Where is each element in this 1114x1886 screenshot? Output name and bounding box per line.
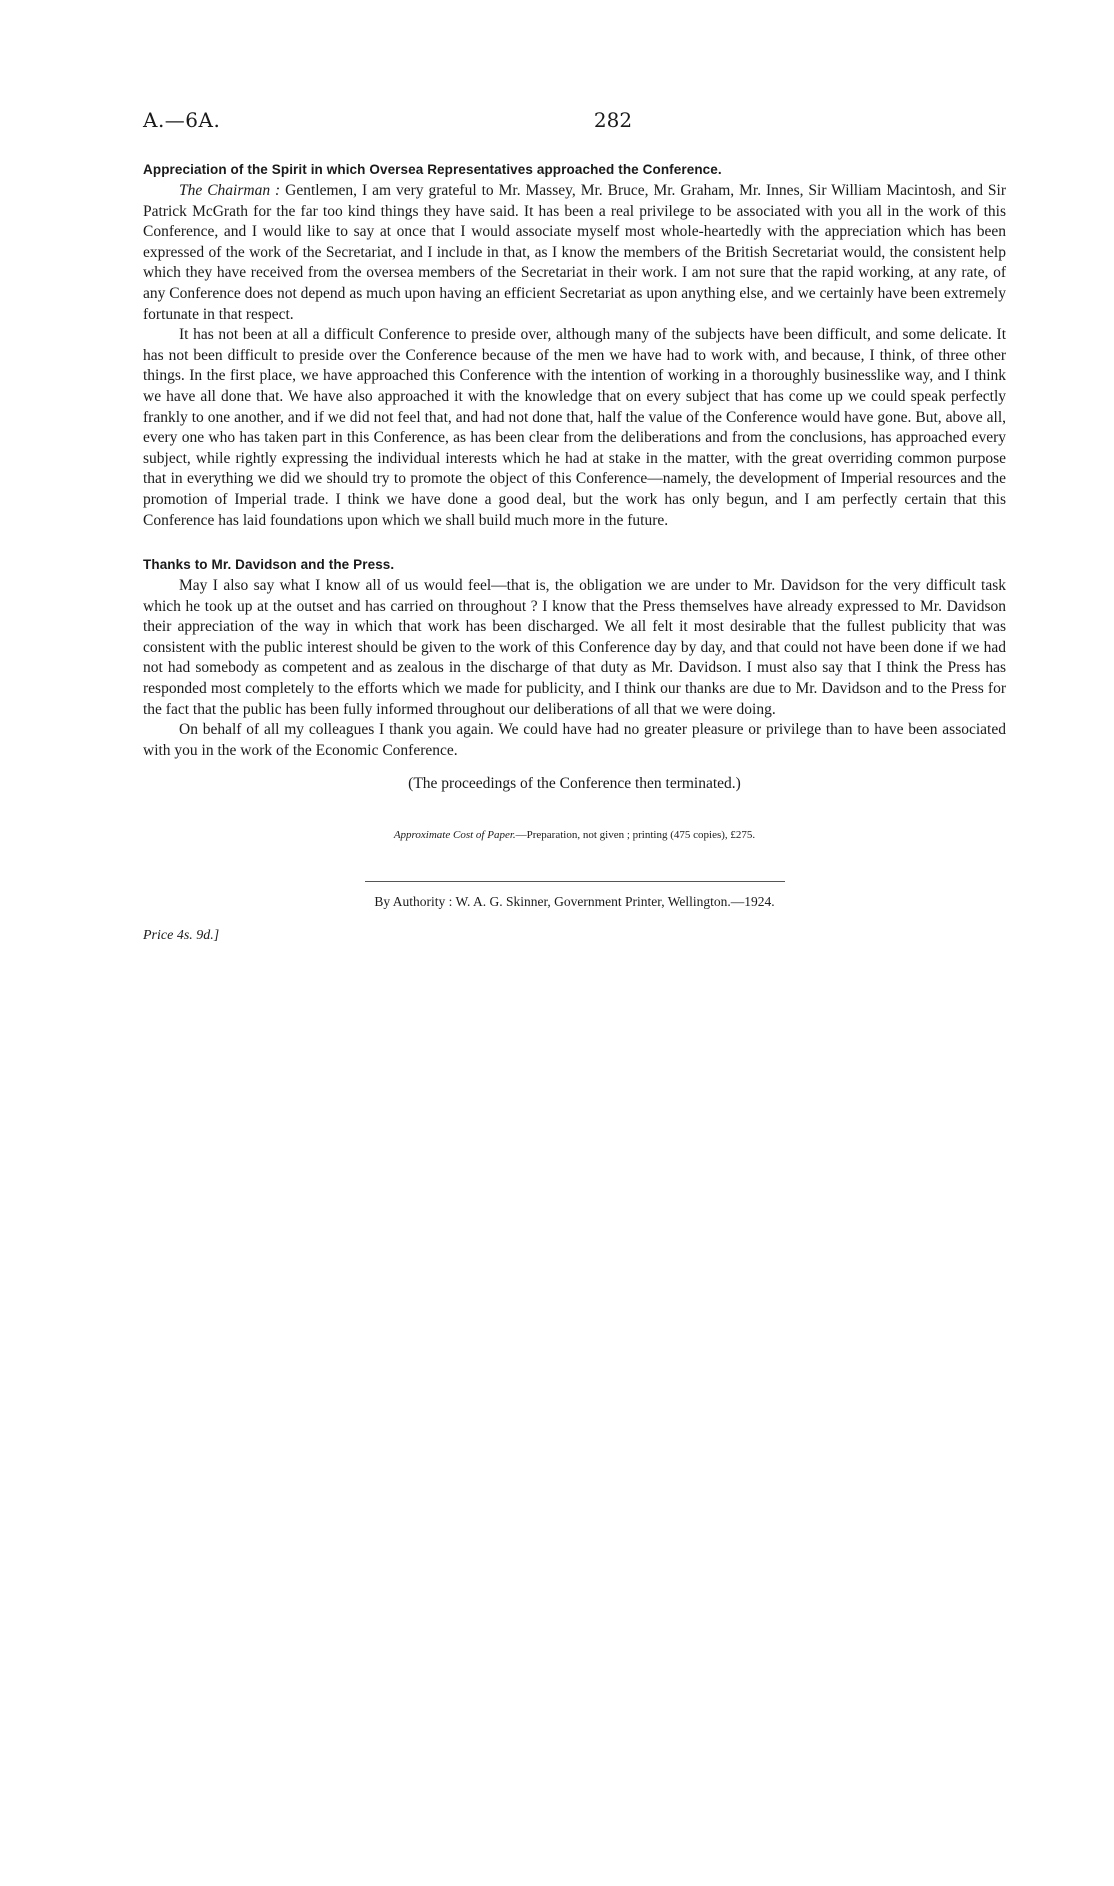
speaker-label: The Chairman : xyxy=(179,182,281,199)
paragraph-text: On behalf of all my colleagues I thank you again. We could have had no greater pleasure or privilege than to have been associated with you in the work of the Economic Conference. xyxy=(143,721,1006,759)
paragraph xyxy=(143,181,1006,325)
cost-note xyxy=(143,829,1006,841)
paragraph xyxy=(143,720,1006,761)
printer-authority: By Authority : W. A. G. Skinner, Government Printer, Wellington.—1924. xyxy=(374,894,775,910)
closing-note: (The proceedings of the Conference then terminated.) xyxy=(408,775,741,793)
section-heading-thanks: Thanks to Mr. Davidson and the Press. xyxy=(143,557,395,573)
paragraph-text: May I also say what I know all of us would feel—that is, the obligation we are under to Mr. Davidson for the very difficult task which he took up at the outset and has carried on throughout ? I know that the Press themselves have already expressed to Mr. Davidson their appreciation of the way in which that work has been discharged. We all felt it most desirable that the fullest publicity that was consistent with the public interest should be given to the work of this Conference day by day, and that could not have been done if we had not had somebody as competent and as zealous in the discharge of that duty as Mr. Davidson. I must also say that I think the Press has responded most completely to the efforts which we made for publicity, and I think our thanks are due to Mr. Davidson and to the Press for the fact that the public has been fully informed throughout our deliberations of all that we were doing. xyxy=(143,577,1006,718)
divider xyxy=(365,881,785,882)
paragraph xyxy=(143,325,1006,531)
cost-label: Approximate Cost of Paper. xyxy=(393,829,516,842)
section-heading-appreciation: Appreciation of the Spirit in which Oversea Representatives approached the Conference. xyxy=(143,162,722,177)
cost-text: —Preparation, not given ; printing (475 copies), £275. xyxy=(515,829,756,842)
paragraph-text: Gentlemen, I am very grateful to Mr. Massey, Mr. Bruce, Mr. Graham, Mr. Innes, Sir William Macintosh, and Sir Patrick McGrath for the far too kind things they have said. It has been a real privilege to be associated with you all in the work of this Conference, and I would like to say at once that I would associate myself most whole-heartedly with the appreciation which has been expressed of the work of the Secretariat, and I include in that, as I know the members of the British Secretariat would, the consistent help which they have received from the oversea members of the Secretariat in their work. I am not sure that the rapid working, at any rate, of any Conference does not depend as much upon having an efficient Secretariat as upon anything else, and we certainly have been extremely fortunate in that respect. xyxy=(143,182,1006,323)
page-header xyxy=(143,108,1003,138)
price-note: Price 4s. 9d.] xyxy=(143,928,220,944)
document-body xyxy=(143,162,1006,944)
paragraph xyxy=(143,576,1006,720)
paragraph-text: It has not been at all a difficult Conference to preside over, although many of the subjects have been difficult, and some delicate. It has not been difficult to preside over the Conference because of the men we have had to work with, and because, I think, of three other things. In the first place, we have approached this Conference with the intention of working in a thoroughly businesslike way, and I think we have all done that. We have also approached it with the knowledge that on every subject that has come up we could speak perfectly frankly to one another, and if we did not feel that, and had not done that, half the value of the Conference would have gone. But, above all, every one who has taken part in this Conference, as has been clear from the deliberations and from the conclusions, has approached every subject, while rightly expressing the individual interests which he had at stake in the matter, with the great overriding common purpose that in everything we did we should try to promote the object of this Conference—namely, the development of Imperial resources and the promotion of Imperial trade. I think we have done a good deal, but the work has only begun, and I am perfectly certain that this Conference has laid foundations upon which we shall build much more in the future. xyxy=(143,326,1006,529)
document-reference: A.—6A. xyxy=(143,108,221,132)
page-number: 282 xyxy=(593,108,633,132)
